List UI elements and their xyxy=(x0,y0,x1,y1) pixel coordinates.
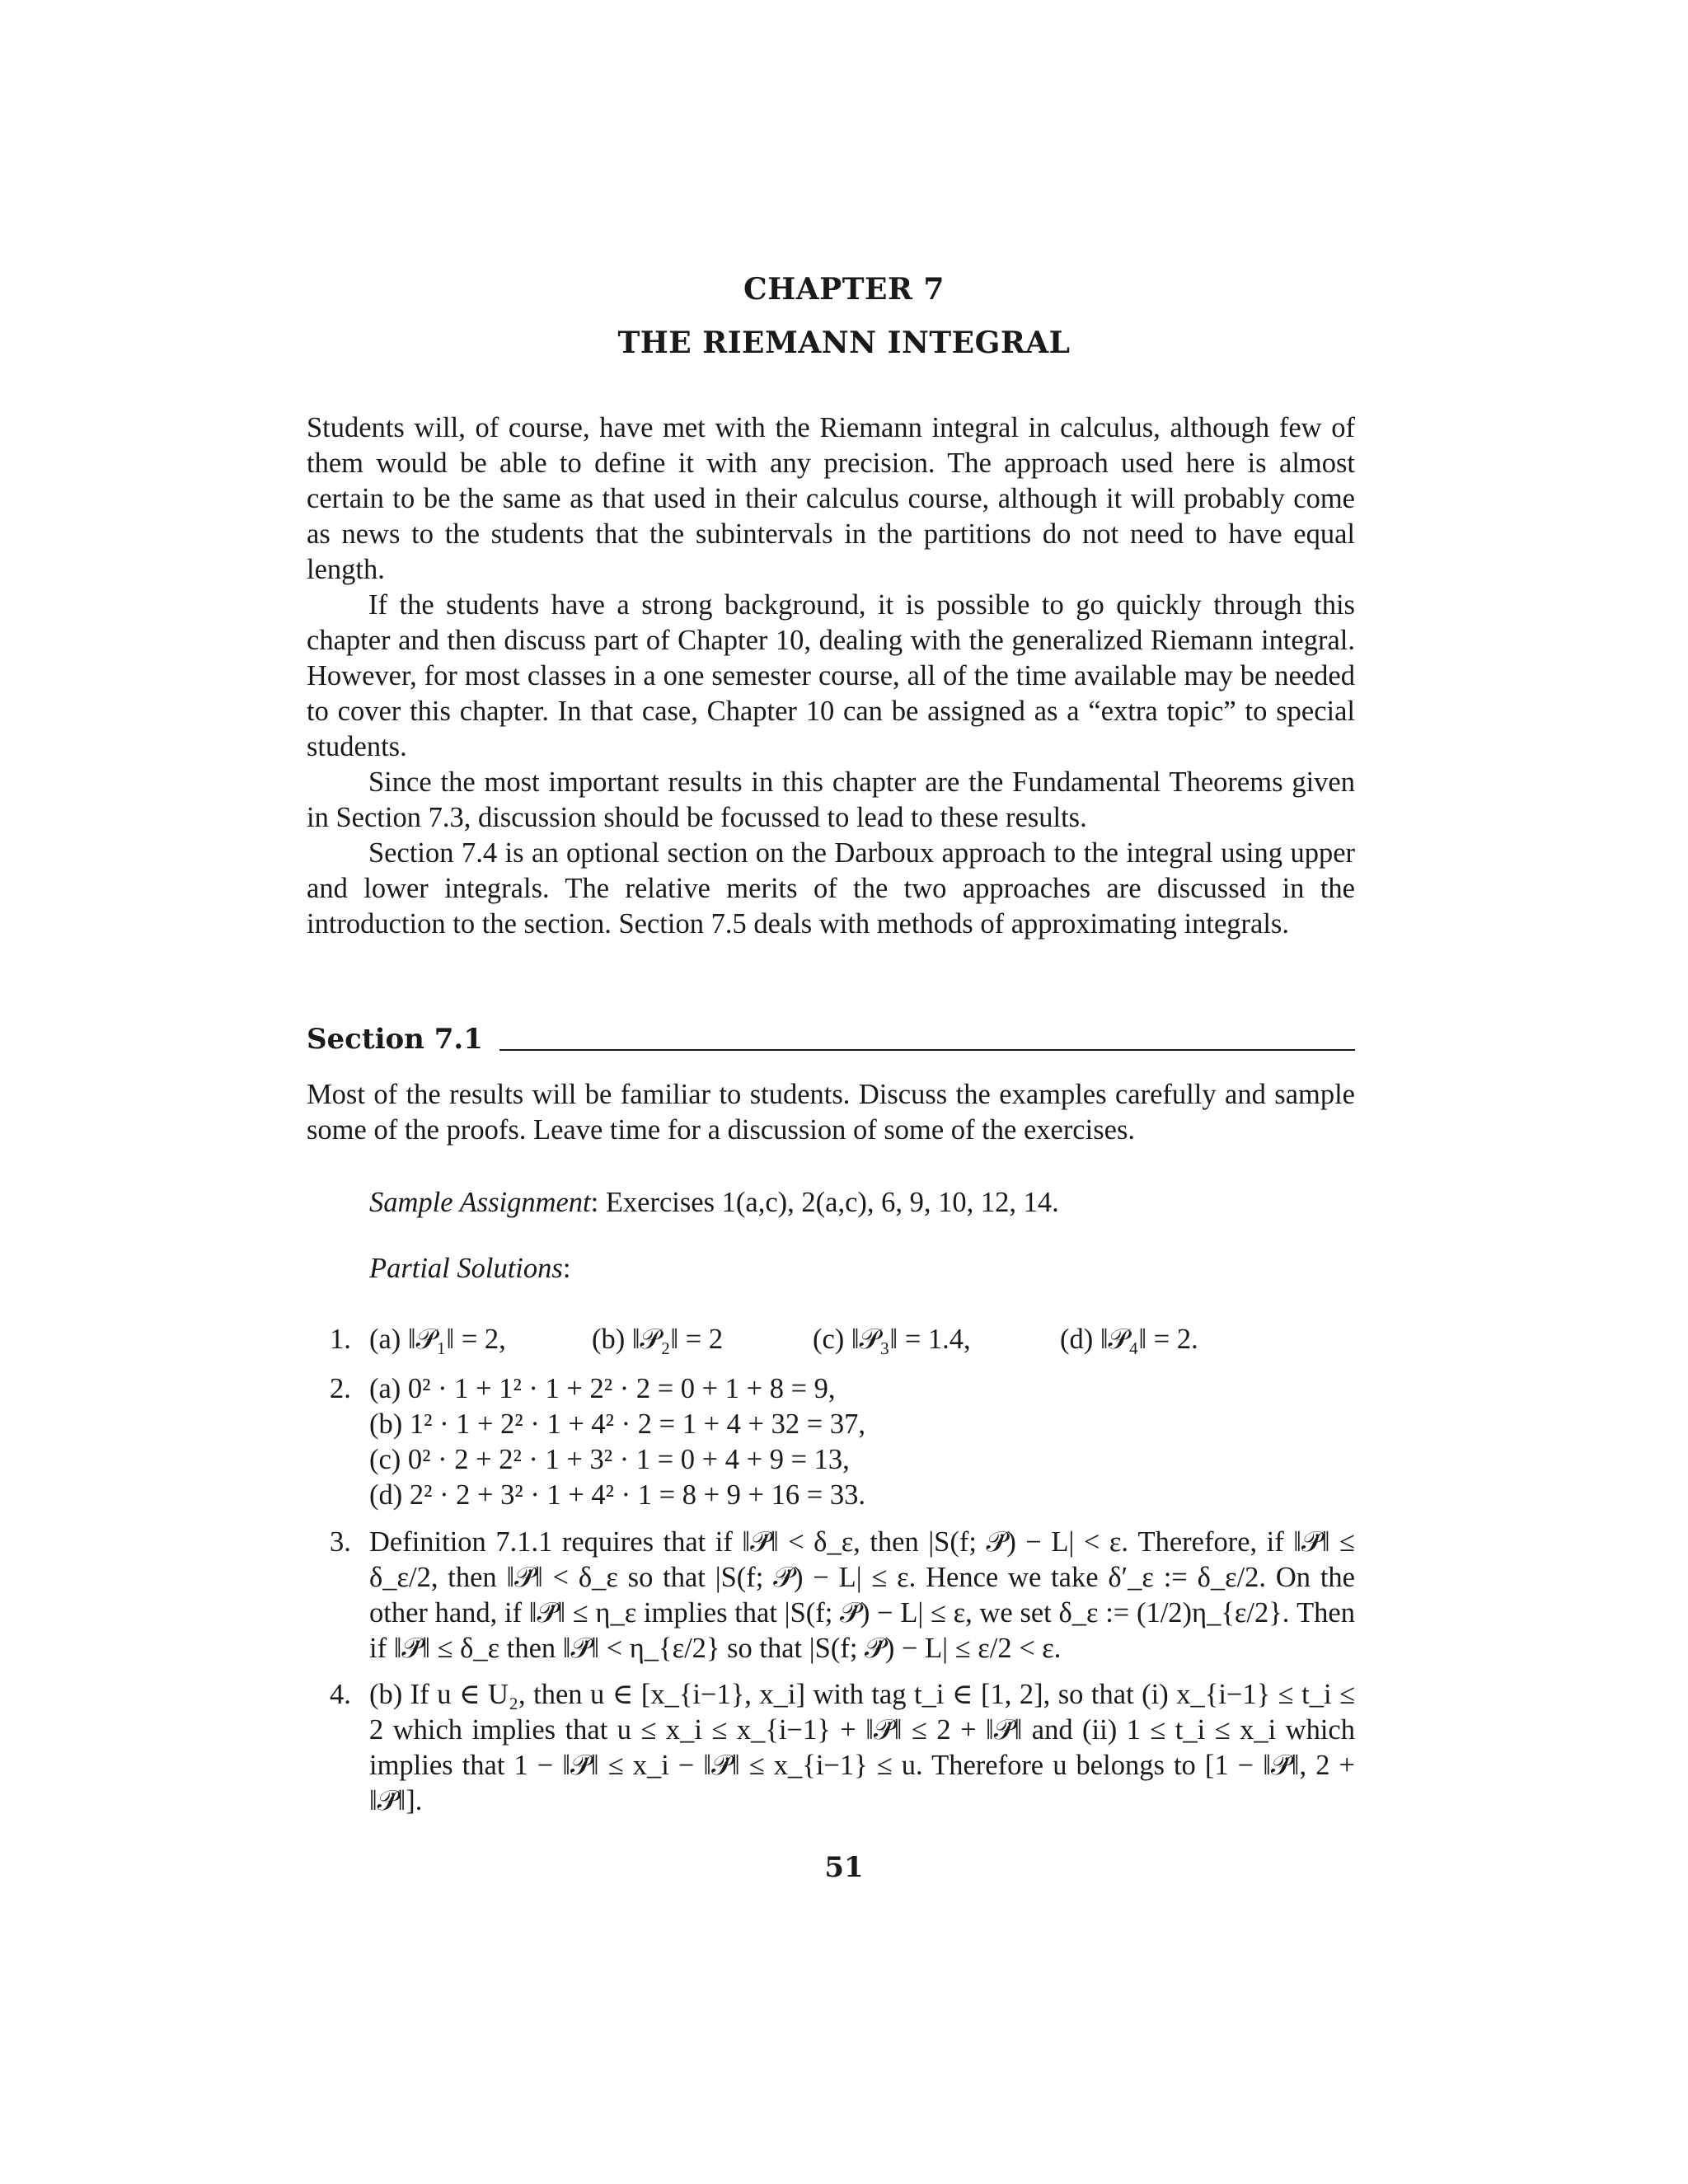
assignment-text: : Exercises 1(a,c), 2(a,c), 6, 9, 10, 12, 14. xyxy=(590,1187,1059,1218)
solution-content xyxy=(369,1525,1355,1666)
chapter-title: THE RIEMANN INTEGRAL xyxy=(617,326,1071,360)
intro-paragraph: Since the most important results in this chapter are the Fundamental Theorems given in Section 7.3, discussion should be focussed to lead to these results. xyxy=(307,766,1355,833)
solution-text: Definition 7.1.1 requires that if ‖𝒫̇‖ < δ_ε, then |S(f; 𝒫̇) − L| < ε. Therefore, if ‖𝒫̇‖ ≤ δ_ε/2, then ‖𝒫̇‖ < δ_ε so that |S(f; 𝒫̇) − L| ≤ ε. Hence we take δ′_ε := δ_ε/2. On the other hand, if ‖𝒫̇‖ ≤ η_ε implies that |S(f; 𝒫̇) − L| ≤ ε, we set δ_ε := (1/2)η_{ε/2}. Then if ‖𝒫̇‖ ≤ δ_ε then ‖𝒫̇‖ < η_{ε/2} so that |S(f; 𝒫̇) − L| ≤ ε/2 < ε. xyxy=(369,1526,1355,1664)
section-heading xyxy=(307,1023,1355,1062)
partial-solutions-colon: : xyxy=(562,1253,571,1284)
page-number: 51 xyxy=(824,1851,864,1884)
solution-part: (b) ‖𝒫₂‖ = 2 xyxy=(592,1324,724,1355)
solution-number: 2. xyxy=(330,1373,351,1404)
solution-line: (d) 2² · 2 + 3² · 1 + 4² · 1 = 8 + 9 + 16 = 33. xyxy=(369,1479,865,1511)
solution-content xyxy=(369,1677,1355,1819)
section-rule xyxy=(486,1049,1355,1051)
solution-part: (d) ‖𝒫₄‖ = 2. xyxy=(1060,1324,1198,1355)
solution-number: 4. xyxy=(330,1679,351,1710)
chapter-introduction xyxy=(307,410,1355,942)
solution-line: (c) 0² · 2 + 2² · 1 + 3² · 1 = 0 + 4 + 9 = 13, xyxy=(369,1444,850,1475)
solution-part: (a) ‖𝒫₁‖ = 2, xyxy=(369,1324,506,1355)
solution-line: (b) 1² · 1 + 2² · 1 + 4² · 2 = 1 + 4 + 32 = 37, xyxy=(369,1408,865,1440)
partial-solutions-label: Partial Solutions xyxy=(369,1253,563,1284)
chapter-number: CHAPTER 7 xyxy=(743,272,945,307)
section-intro-text: Most of the results will be familiar to students. Discuss the examples carefully and sample some of the proofs. Leave time for a discussion of some of the exercises. xyxy=(307,1079,1355,1146)
section-intro xyxy=(307,1077,1355,1148)
section-title: Section 7.1 xyxy=(307,1023,499,1056)
solution-line: (a) 0² · 1 + 1² · 1 + 2² · 2 = 0 + 1 + 8 = 9, xyxy=(369,1373,836,1404)
intro-paragraph: Students will, of course, have met with the Riemann integral in calculus, although few of them would be able to define it with any precision. The approach used here is almost certain to be the same as that used in their calculus course, although it will probably come as news to the students that the subintervals in the partitions do not need to have equal length. xyxy=(307,412,1355,585)
sample-assignment xyxy=(369,1187,1059,1219)
intro-paragraph: Section 7.4 is an optional section on the Darboux approach to the integral using upper and lower integrals. The relative merits of the two approaches are discussed in the introduction to the section. Section 7.5 deals with methods of approximating integrals. xyxy=(307,837,1355,940)
solution-part: (c) ‖𝒫₃‖ = 1.4, xyxy=(813,1324,971,1355)
solution-number: 1. xyxy=(330,1324,351,1355)
partial-solutions-heading xyxy=(369,1253,570,1285)
intro-paragraph: If the students have a strong background, it is possible to go quickly through this chapter and then discuss part of Chapter 10, dealing with the generalized Riemann integral. However, for most classes in a one semester course, all of the time available may be needed to cover this chapter. In that case, Chapter 10 can be assigned as a “extra topic” to special students. xyxy=(307,589,1355,762)
solution-number: 3. xyxy=(330,1526,351,1558)
solution-content xyxy=(369,1371,1355,1513)
assignment-label: Sample Assignment xyxy=(369,1187,591,1218)
solution-text: (b) If u ∈ U₂, then u ∈ [x_{i−1}, x_i] with tag t_i ∈ [1, 2], so that (i) x_{i−1} ≤ t_i ≤ 2 which implies that u ≤ x_i ≤ x_{i−1} + ‖𝒫̇‖ ≤ 2 + ‖𝒫̇‖ and (ii) 1 ≤ t_i ≤ x_i which implies that 1 − ‖𝒫̇‖ ≤ x_i − ‖𝒫̇‖ ≤ x_{i−1} ≤ u. Therefore u belongs to [1 − ‖𝒫̇‖, 2 + ‖𝒫̇‖]. xyxy=(369,1679,1355,1816)
